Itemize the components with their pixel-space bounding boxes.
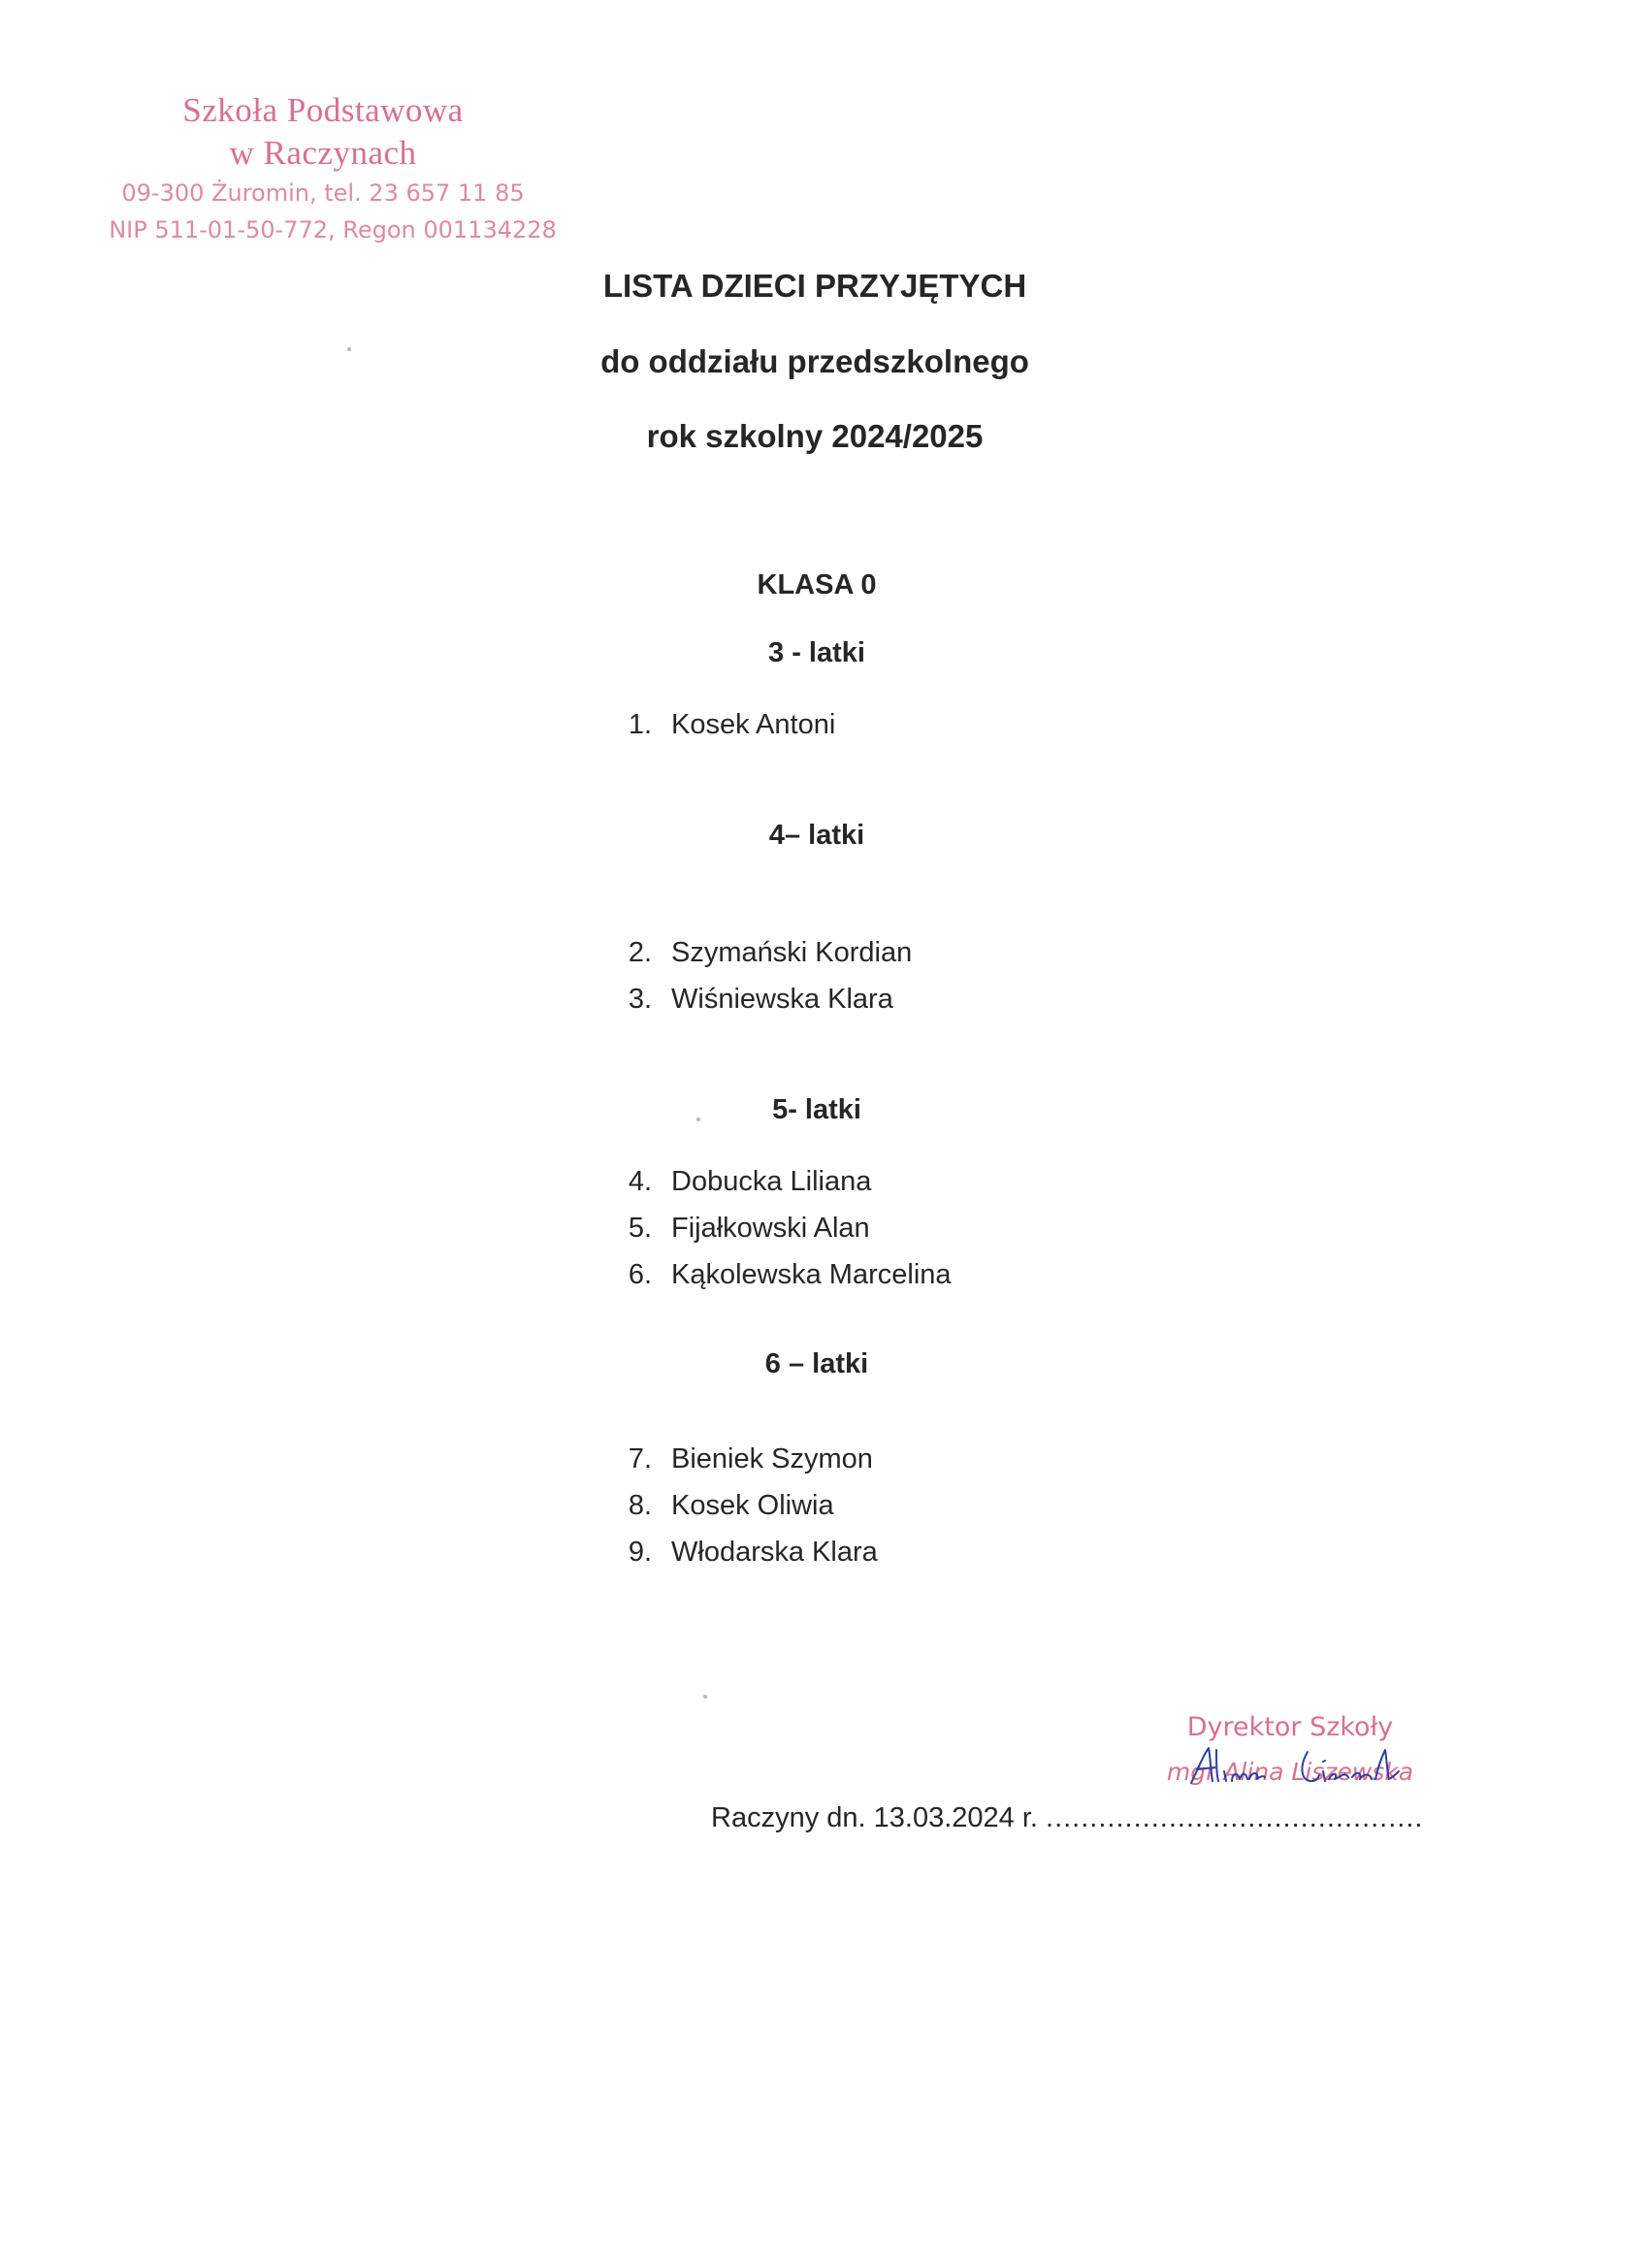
list-number: 5.	[628, 1213, 652, 1244]
list-number: 9.	[628, 1537, 652, 1568]
list-number: 3.	[628, 984, 652, 1015]
list-item	[599, 976, 912, 1022]
list-item	[599, 1529, 878, 1575]
children-list-5-year-olds	[599, 1158, 952, 1298]
list-number: 6.	[628, 1259, 652, 1290]
document-subtitle: do oddziału przedszkolnego	[600, 343, 1029, 379]
handwritten-signature	[1181, 1742, 1405, 1791]
list-item	[599, 1251, 952, 1298]
group-heading-6-year-olds: 6 – latki	[764, 1348, 869, 1379]
child-name: Kosek Oliwia	[671, 1490, 834, 1521]
list-item	[599, 701, 835, 748]
director-name: mgr Alina Liszewska	[1166, 1758, 1414, 1786]
list-number: 8.	[628, 1490, 652, 1521]
group-heading-5-year-olds: 5- latki	[772, 1094, 861, 1125]
children-list-4-year-olds	[599, 929, 912, 1022]
child-name: Bieniek Szymon	[671, 1443, 873, 1474]
scan-speck	[347, 347, 351, 351]
list-number: 4.	[628, 1166, 652, 1197]
place-date: Raczyny dn. 13.03.2024 r.	[711, 1802, 1038, 1833]
school-address-phone: 09-300 Żuromin, tel. 23 657 11 85	[121, 179, 525, 207]
school-name: Szkoła Podstawowa	[182, 91, 464, 129]
child-name: Dobucka Liliana	[671, 1166, 872, 1197]
scan-speck	[703, 1695, 707, 1699]
child-name: Kąkolewska Marcelina	[671, 1259, 952, 1290]
director-title: Dyrektor Szkoły	[1186, 1712, 1394, 1742]
school-nip-regon: NIP 511-01-50-772, Regon 001134228	[109, 216, 557, 243]
place-date-line	[711, 1802, 1423, 1834]
list-item	[599, 1482, 878, 1529]
child-name: Fijałkowski Alan	[671, 1213, 870, 1244]
children-list-3-year-olds	[599, 701, 835, 748]
child-name: Włodarska Klara	[671, 1537, 878, 1568]
signature-dots: ...........................................	[1046, 1802, 1424, 1833]
list-item	[599, 1436, 878, 1482]
school-location: w Raczynach	[229, 134, 417, 172]
child-name: Wiśniewska Klara	[671, 984, 893, 1015]
school-stamp	[85, 89, 561, 248]
group-heading-3-year-olds: 3 - latki	[768, 637, 865, 668]
school-year: rok szkolny 2024/2025	[646, 418, 984, 454]
list-item	[599, 1205, 952, 1251]
list-item	[599, 1158, 952, 1205]
child-name: Szymański Kordian	[671, 937, 913, 968]
class-heading: KLASA 0	[757, 569, 877, 600]
list-number: 1.	[628, 709, 652, 740]
list-item	[599, 929, 912, 976]
scan-speck	[696, 1118, 700, 1121]
group-heading-4-year-olds: 4– latki	[768, 820, 865, 851]
children-list-6-year-olds	[599, 1436, 878, 1575]
list-number: 7.	[628, 1443, 652, 1474]
list-number: 2.	[628, 937, 652, 968]
document-title: LISTA DZIECI PRZYJĘTYCH	[602, 268, 1027, 304]
child-name: Kosek Antoni	[671, 709, 836, 740]
